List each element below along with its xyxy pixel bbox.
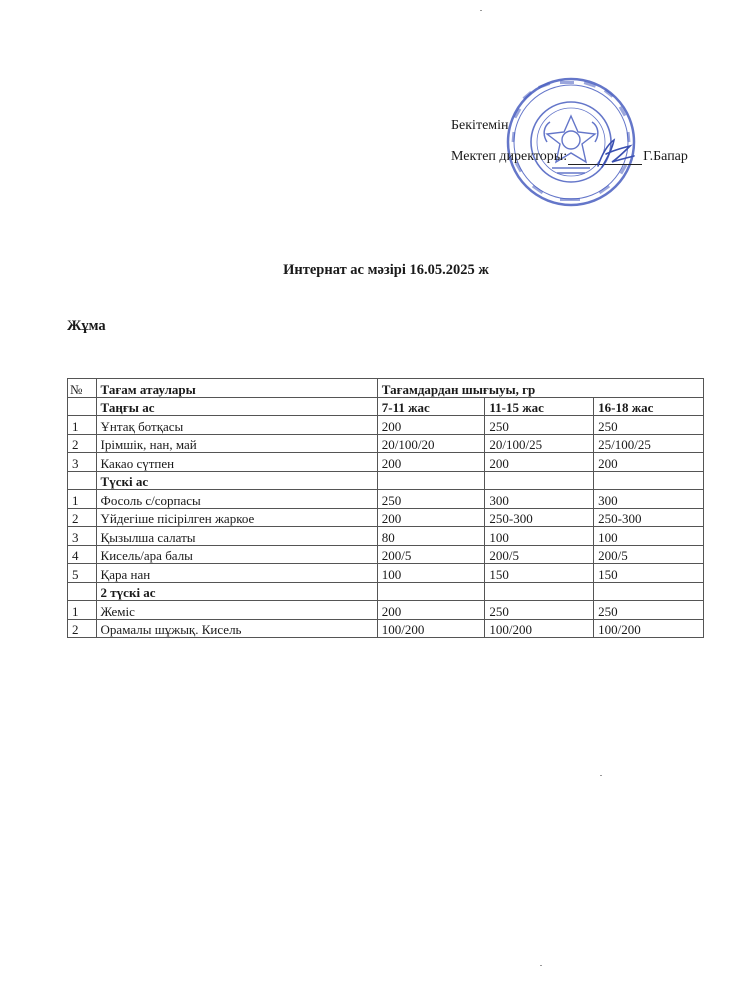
portion-value: 250 — [485, 416, 594, 435]
table-row — [68, 619, 704, 638]
portion-value: 250-300 — [485, 508, 594, 527]
portion-value: 200 — [377, 508, 485, 527]
table-row — [68, 545, 704, 564]
portion-value: 250 — [485, 601, 594, 620]
portion-value: 100 — [485, 527, 594, 546]
portion-value: 250 — [594, 601, 704, 620]
age-group-header — [485, 582, 594, 601]
portion-value: 200 — [377, 416, 485, 435]
portion-value: 250 — [377, 490, 485, 509]
portion-value: 200/5 — [485, 545, 594, 564]
director-name: Г.Бапар — [643, 149, 688, 164]
row-number: 4 — [68, 545, 97, 564]
col-output-header: Тағамдардан шығыуы, гр — [377, 379, 703, 398]
portion-value: 20/100/25 — [485, 434, 594, 453]
age-group-header: 11-15 жас — [485, 397, 594, 416]
scan-speck — [600, 775, 602, 776]
approval-label: Бекітемін — [451, 118, 509, 133]
row-number: 5 — [68, 564, 97, 583]
section-title: Таңғы ас — [96, 397, 377, 416]
dish-name: Кисель/ара балы — [96, 545, 377, 564]
portion-value: 100 — [594, 527, 704, 546]
portion-value: 200 — [377, 601, 485, 620]
row-number: 3 — [68, 527, 97, 546]
dish-name: Қара нан — [96, 564, 377, 583]
dish-name: Үйдегіше пісірілген жаркое — [96, 508, 377, 527]
row-number: 2 — [68, 619, 97, 638]
portion-value: 80 — [377, 527, 485, 546]
dish-name: Қызылша салаты — [96, 527, 377, 546]
portion-value: 300 — [594, 490, 704, 509]
table-row — [68, 508, 704, 527]
row-number: 2 — [68, 434, 97, 453]
age-group-header — [485, 471, 594, 490]
director-line — [451, 148, 688, 165]
portion-value: 100/200 — [377, 619, 485, 638]
row-number: 2 — [68, 508, 97, 527]
portion-value: 25/100/25 — [594, 434, 704, 453]
age-group-header: 16-18 жас — [594, 397, 704, 416]
row-number: 3 — [68, 453, 97, 472]
scan-speck — [540, 965, 542, 966]
day-of-week: Жұма — [67, 318, 106, 334]
row-number: 1 — [68, 490, 97, 509]
section-header-row — [68, 582, 704, 601]
portion-value: 200/5 — [594, 545, 704, 564]
col-num-header: № — [68, 379, 97, 398]
portion-value: 100/200 — [594, 619, 704, 638]
portion-value: 100 — [377, 564, 485, 583]
dish-name: Фосоль с/сорпасы — [96, 490, 377, 509]
age-group-header — [377, 471, 485, 490]
age-group-header — [594, 582, 704, 601]
director-signature — [592, 136, 638, 170]
portion-value: 250-300 — [594, 508, 704, 527]
director-label: Мектеп директоры: — [451, 149, 568, 164]
table-header-row — [68, 379, 704, 398]
portion-value: 20/100/20 — [377, 434, 485, 453]
table-row — [68, 564, 704, 583]
dish-name: Орамалы шұжық. Кисель — [96, 619, 377, 638]
age-group-header — [377, 582, 485, 601]
row-number: 1 — [68, 416, 97, 435]
portion-value: 300 — [485, 490, 594, 509]
row-number: 1 — [68, 601, 97, 620]
portion-value: 250 — [594, 416, 704, 435]
section-header-row — [68, 471, 704, 490]
age-group-header: 7-11 жас — [377, 397, 485, 416]
portion-value: 200 — [594, 453, 704, 472]
table-row — [68, 601, 704, 620]
section-num-cell — [68, 397, 97, 416]
portion-value: 100/200 — [485, 619, 594, 638]
table-row — [68, 453, 704, 472]
portion-value: 200/5 — [377, 545, 485, 564]
section-num-cell — [68, 471, 97, 490]
table-row — [68, 490, 704, 509]
dish-name: Ұнтақ ботқасы — [96, 416, 377, 435]
document-title: Интернат ас мәзірі 16.05.2025 ж — [283, 262, 489, 278]
section-num-cell — [68, 582, 97, 601]
section-title: 2 түскі ас — [96, 582, 377, 601]
age-group-header — [594, 471, 704, 490]
dish-name: Какао сүтпен — [96, 453, 377, 472]
section-title: Түскі ас — [96, 471, 377, 490]
portion-value: 200 — [377, 453, 485, 472]
table-row — [68, 416, 704, 435]
menu-table — [67, 378, 704, 638]
table-row — [68, 527, 704, 546]
section-header-row — [68, 397, 704, 416]
portion-value: 150 — [485, 564, 594, 583]
col-name-header: Тағам атаулары — [96, 379, 377, 398]
table-row — [68, 434, 704, 453]
dish-name: Ірімшік, нан, май — [96, 434, 377, 453]
portion-value: 200 — [485, 453, 594, 472]
dish-name: Жеміс — [96, 601, 377, 620]
portion-value: 150 — [594, 564, 704, 583]
scan-speck — [480, 10, 482, 11]
